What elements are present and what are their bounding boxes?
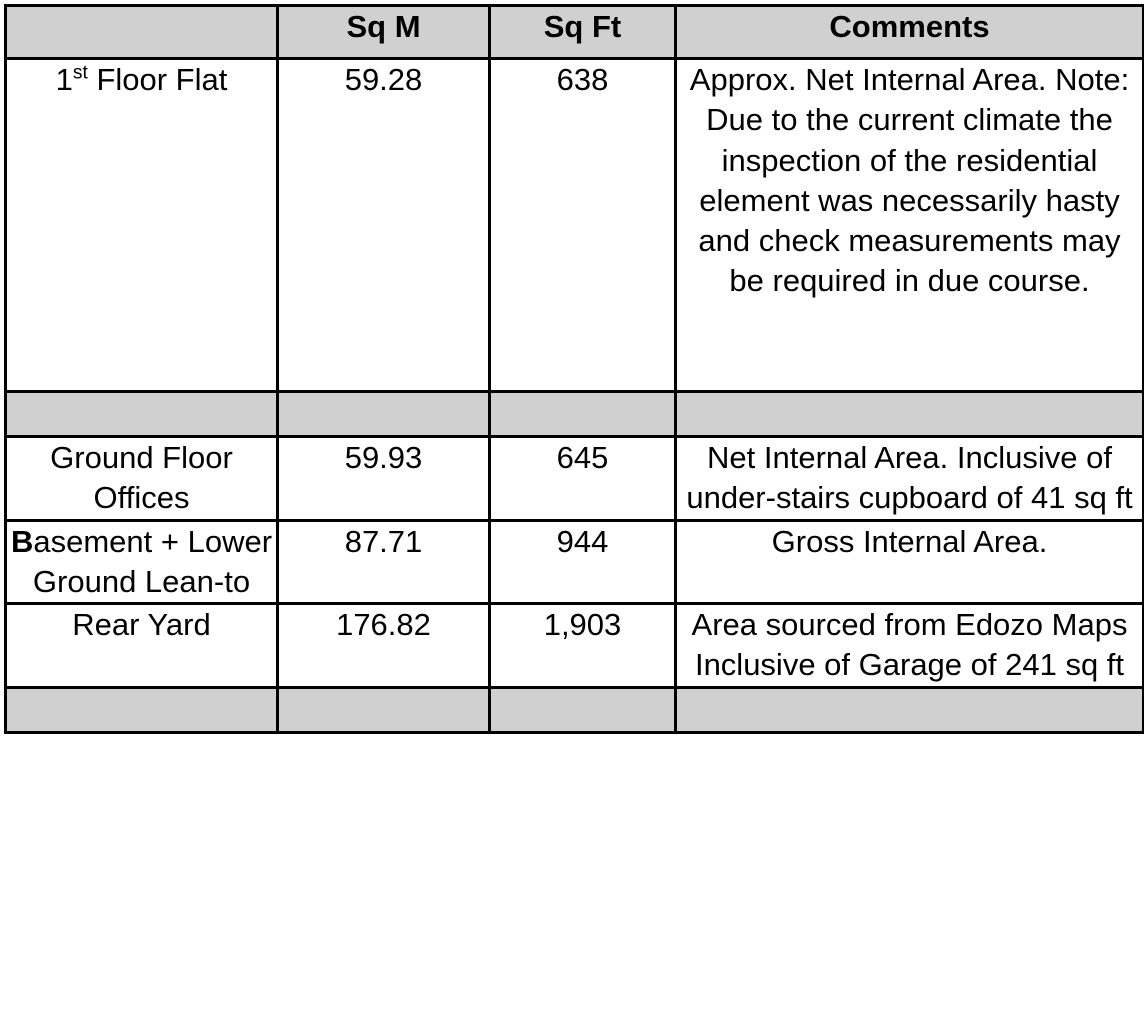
table-header-row [6, 6, 1144, 59]
cell-comments: Gross Internal Area. [676, 520, 1144, 604]
floor-area-table [4, 4, 1144, 734]
spacer-cell-sqft [490, 687, 676, 732]
row-label-first-floor-flat [6, 59, 278, 392]
column-header-sqft: Sq Ft [490, 6, 676, 59]
cell-sqft: 944 [490, 520, 676, 604]
table-header [6, 6, 1144, 59]
spacer-cell-comments [676, 392, 1144, 437]
spacer-cell-sqm [278, 687, 490, 732]
spacer-cell-label [6, 392, 278, 437]
cell-sqm: 176.82 [278, 604, 490, 688]
cell-comments: Net Internal Area. Inclusive of under-stairs cupboard of 41 sq ft [676, 437, 1144, 521]
spacer-cell-sqft [490, 392, 676, 437]
cell-sqm: 59.28 [278, 59, 490, 392]
cell-comments: Approx. Net Internal Area. Note: Due to the current climate the inspection of the residential element was necessarily hasty and check measurements may be required in due course. [676, 59, 1144, 392]
table-row [6, 59, 1144, 392]
column-header-blank [6, 6, 278, 59]
row-label-text-suffix: Floor Flat [87, 62, 228, 97]
row-label-initial: B [10, 523, 34, 559]
cell-sqm: 87.71 [278, 520, 490, 604]
row-label-rear-yard: Rear Yard [6, 604, 278, 688]
spacer-row [6, 687, 1144, 732]
cell-sqm: 59.93 [278, 437, 490, 521]
row-label-rest: asement + Lower Ground Lean-to [32, 523, 273, 599]
cell-comments: Area sourced from Edozo Maps Inclusive of Garage of 241 sq ft [676, 604, 1144, 688]
ordinal-suffix: st [72, 62, 88, 84]
row-label-ground-floor-offices: Ground Floor Offices [6, 437, 278, 521]
column-header-sqm: Sq M [278, 6, 490, 59]
row-label-text-prefix: 1 [55, 62, 73, 97]
cell-sqft: 638 [490, 59, 676, 392]
row-label-basement-lower-ground [6, 520, 278, 604]
spacer-row [6, 392, 1144, 437]
table-row [6, 604, 1144, 688]
spacer-cell-label [6, 687, 278, 732]
cell-sqft: 1,903 [490, 604, 676, 688]
table-row [6, 520, 1144, 604]
table-body [6, 59, 1144, 733]
table-row [6, 437, 1144, 521]
document-page [0, 4, 1144, 1036]
spacer-cell-comments [676, 687, 1144, 732]
column-header-comments: Comments [676, 6, 1144, 59]
cell-sqft: 645 [490, 437, 676, 521]
spacer-cell-sqm [278, 392, 490, 437]
